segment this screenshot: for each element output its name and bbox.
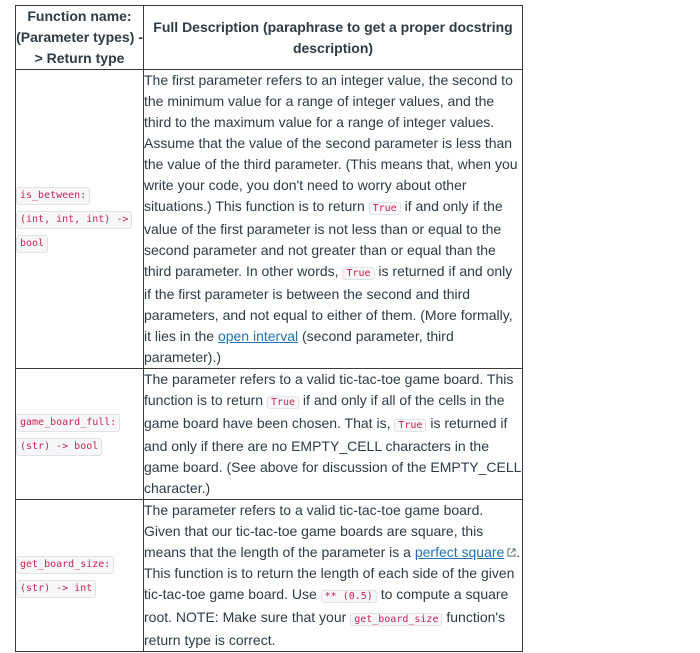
description-text: if and only if all of the cells in the game board have been chosen. That is, xyxy=(144,392,505,431)
table-row xyxy=(16,369,523,500)
description-text: function's return type is correct. xyxy=(144,609,506,648)
param-types-code: (str) -> int xyxy=(16,580,96,598)
table-row xyxy=(16,70,523,369)
function-signature xyxy=(16,500,144,652)
inline-code: True xyxy=(342,267,374,280)
function-name-code: game_board_full: xyxy=(16,414,120,432)
description-text: to compute a square root. NOTE: Make sure that your xyxy=(144,586,509,625)
description-text: if and only if the value of the first parameter is not less than or equal to the second parameter and not greater than or equal than the third parameter. In other words, xyxy=(144,198,503,279)
inline-code: True xyxy=(394,419,426,432)
function-name-code: is_between: xyxy=(16,187,90,205)
param-types-code: (str) -> bool xyxy=(16,438,102,456)
function-table xyxy=(15,5,523,652)
perfect-square-link[interactable]: perfect square xyxy=(414,544,505,560)
function-description xyxy=(144,369,523,500)
inline-code: get_board_size xyxy=(350,613,442,626)
external-link-icon[interactable] xyxy=(507,548,516,557)
inline-code: True xyxy=(369,202,401,215)
function-signature xyxy=(16,70,144,369)
param-types-code: (int, int, int) -> xyxy=(16,211,132,229)
inline-code: True xyxy=(267,396,299,409)
return-type-code: bool xyxy=(16,235,48,253)
table-row xyxy=(16,500,523,652)
function-name-code: get_board_size: xyxy=(16,556,114,574)
open-interval-link[interactable]: open interval xyxy=(217,328,299,344)
description-text: The parameter refers to a valid tic-tac-toe game board. Given that our tic-tac-toe game boards are square, this means that the length of the parameter is a xyxy=(144,502,484,560)
header-full-description: Full Description (paraphrase to get a proper docstring description) xyxy=(144,6,523,70)
inline-code: ** (0.5) xyxy=(321,590,377,603)
description-text: (second parameter, third parameter).) xyxy=(144,328,454,365)
description-text: The parameter refers to a valid tic-tac-toe game board. This function is to return xyxy=(144,371,514,408)
description-text: The first parameter refers to an integer value, the second to the minimum value for a range of integer values, and the third to the maximum value for a range of integer values. Assume that the value of the second parameter is less than the value of the third parameter. (This means that, when you write your code, you don't need to worry about other situations.) This function is to return xyxy=(144,72,518,214)
function-description xyxy=(144,70,523,369)
header-row xyxy=(16,6,523,70)
function-description xyxy=(144,500,523,652)
function-signature xyxy=(16,369,144,500)
description-text: . This function is to return the length of each side of the given tic-tac-toe game board. Use xyxy=(144,544,521,602)
description-text: is returned if and only if there are no EMPTY_CELL characters in the game board. (See above for discussion of the EMPTY_CELL character.) xyxy=(144,415,521,496)
description-text: is returned if and only if the first parameter is between the second and third parameters, and not equal to either of them. (More formally, it lies in the xyxy=(144,263,513,344)
header-function-name: Function name: (Parameter types) -> Return type xyxy=(16,6,144,70)
